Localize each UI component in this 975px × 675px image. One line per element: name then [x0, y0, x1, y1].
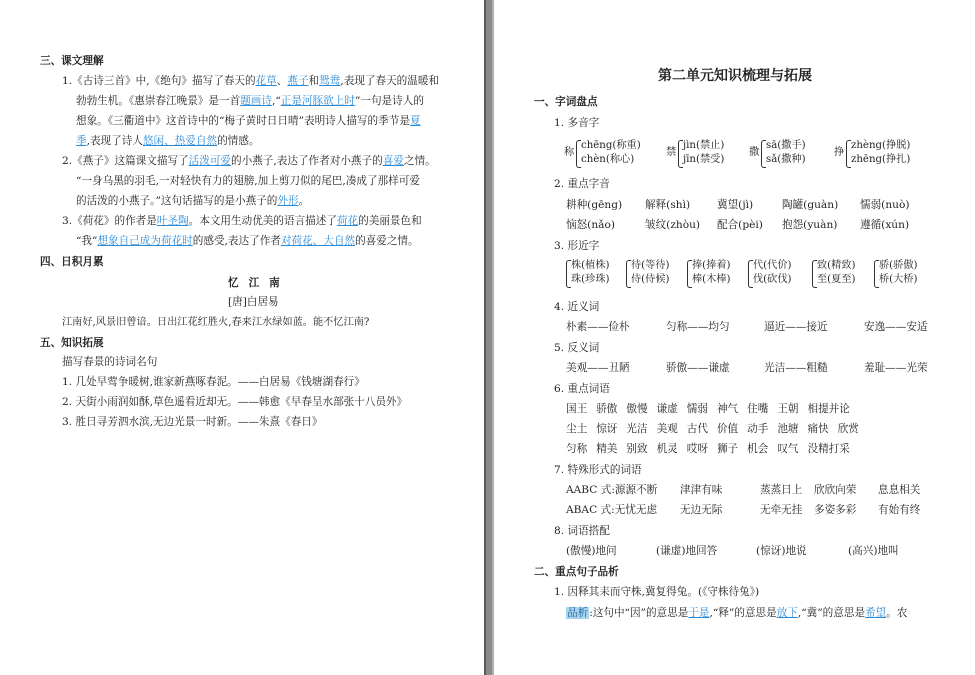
- line-text: :这句中“因”的意思是: [589, 607, 689, 619]
- pron-item: 耕种(gēng): [566, 199, 623, 211]
- section-2-heading: 二、重点句子品析: [534, 566, 619, 578]
- line-text: “一身乌黑的羽毛,一对轻快有力的翅膀,加上剪刀似的尾巴,凑成了那样可爱: [76, 175, 420, 187]
- synonym-pair: 安逸——安适: [864, 321, 928, 333]
- line-text: 1.《古诗三首》中,《绝句》描写了春天的: [62, 75, 256, 87]
- similar-char: 致(精致): [817, 260, 856, 271]
- polyphonic-reading: sǎ(撒种): [766, 154, 806, 165]
- polyphonic-reading: jìn(禁止): [683, 140, 725, 151]
- line-text: 、: [276, 75, 288, 87]
- answer-text: 喜爱: [382, 155, 404, 167]
- p2-line-2: [76, 174, 420, 188]
- collocation-heading: 8. 词语搭配: [554, 525, 610, 537]
- line-text: 。农: [886, 607, 908, 619]
- key-word: 狮子: [716, 443, 739, 455]
- aabc-item: 津津有味: [680, 484, 723, 496]
- section-1-heading: 一、字词盘点: [534, 96, 598, 108]
- aabc-item: 息息相关: [878, 484, 921, 496]
- line-text: 。: [298, 195, 310, 207]
- polyphonic-char: 禁: [666, 147, 677, 158]
- line-text: 的小燕子,表达了作者对小燕子的: [231, 155, 383, 167]
- answer-text: 燕子: [287, 75, 309, 87]
- key-word: 匀称: [566, 443, 588, 455]
- key-word: 王朝: [777, 403, 799, 415]
- key-word: 欣赏: [837, 423, 859, 435]
- special-words-heading: 7. 特殊形式的词语: [554, 464, 642, 476]
- pron-item: 皱纹(zhòu): [645, 219, 701, 231]
- antonym-pair: 羞耻——光荣: [864, 362, 928, 374]
- key-word: 精美: [596, 443, 618, 455]
- answer-text: 季: [76, 135, 87, 147]
- line-text: 3.《荷花》的作者是: [62, 215, 157, 227]
- answer-text: 夏: [409, 115, 421, 127]
- line-text: 勃勃生机。《惠崇春江晚景》是一首: [76, 95, 241, 107]
- section-5-heading: 五、知识拓展: [40, 337, 104, 349]
- collocation-item: (高兴)地叫: [848, 545, 899, 557]
- polyphonic-reading: zhēng(挣扎): [851, 154, 911, 165]
- answer-text: 鸳鸯: [319, 75, 341, 87]
- similar-chars-heading: 3. 形近字: [554, 240, 600, 252]
- key-word: 尘土: [566, 423, 588, 435]
- line-text: ,“释”的意思是: [709, 607, 777, 619]
- pron-item: 恼怒(nǎo): [566, 219, 615, 231]
- synonyms-heading: 4. 近义词: [554, 301, 600, 313]
- similar-char: 桥(大桥): [879, 274, 918, 285]
- answer-text: 外形: [277, 195, 299, 207]
- abac-item: ABAC 式:无忧无虑: [566, 504, 658, 516]
- pronunciation-heading: 2. 重点字音: [554, 178, 610, 190]
- answer-text: 活泼可爱: [188, 155, 232, 167]
- answer-text: 题画诗: [240, 95, 272, 107]
- analysis-label: 品析: [567, 607, 589, 619]
- line-text: ,“: [271, 95, 281, 107]
- synonym-pair: 逼近——接近: [764, 321, 828, 333]
- line-text: “我”: [76, 235, 98, 247]
- polyphonic-reading: jīn(禁受): [683, 154, 725, 165]
- abac-item: 无边无际: [680, 504, 723, 516]
- collocation-item: (谦虚)地回答: [656, 545, 718, 557]
- polyphonic-reading: chèn(称心): [581, 154, 635, 165]
- synonym-pair: 朴素——俭朴: [566, 321, 630, 333]
- similar-char: 伐(砍伐): [753, 274, 792, 285]
- antonym-pair: 骄傲——谦虚: [666, 362, 730, 374]
- key-word: 动手: [747, 423, 769, 435]
- similar-char: 株(植株): [571, 260, 610, 271]
- key-word: 傲慢: [626, 403, 648, 415]
- similar-char: 珠(珍珠): [571, 274, 610, 285]
- key-word: 住嘴: [747, 403, 769, 415]
- answer-text: 对荷花、大自然: [280, 235, 356, 247]
- sentence-1: 1. 因释其耒而守株,冀复得兔。(《守株待兔》): [554, 586, 760, 598]
- answer-text: 叶圣陶: [156, 215, 189, 227]
- key-words-row-1: [566, 402, 859, 416]
- unit-title: 第二单元知识梳理与拓展: [658, 68, 812, 84]
- extension-intro: 描写春景的诗词名句: [62, 356, 158, 368]
- line-text: 的喜爱之情。: [355, 235, 419, 247]
- answer-text: 正是河豚欲上时: [280, 95, 355, 107]
- line-text: 的美丽景色和: [358, 215, 422, 227]
- key-word: 价值: [716, 423, 739, 435]
- pron-item: 抱怨(yuàn): [782, 219, 838, 231]
- key-word: 相提并论: [807, 403, 850, 415]
- line-text: ,“冀”的意思是: [797, 607, 866, 619]
- antonyms-heading: 5. 反义词: [554, 342, 600, 354]
- collocation-item: (惊讶)地说: [756, 545, 807, 557]
- section-3-heading: 三、课文理解: [40, 55, 104, 67]
- aabc-item: 蒸蒸日上: [760, 484, 803, 496]
- section-4-heading: 四、日积月累: [40, 256, 104, 268]
- similar-char: 代(代价): [753, 260, 792, 271]
- key-word: 叹气: [777, 443, 799, 455]
- key-word: 哎呀: [686, 443, 708, 455]
- similar-char: 骄(骄傲): [879, 260, 918, 271]
- p1-line-3: [76, 114, 421, 128]
- answer-text: 花草: [255, 75, 277, 87]
- p2-line-1: [62, 154, 436, 168]
- pron-item: 遵循(xún): [860, 219, 910, 231]
- aabc-item: AABC 式:源源不断: [566, 484, 658, 496]
- key-word: 痛快: [807, 423, 829, 435]
- key-word: 国王: [566, 403, 588, 415]
- key-word: 机灵: [656, 443, 678, 455]
- page-gutter: [484, 0, 494, 675]
- key-word: 谦虚: [656, 403, 678, 415]
- key-word: 骄傲: [596, 403, 618, 415]
- key-word: 神气: [716, 403, 739, 415]
- right-page: [494, 0, 975, 675]
- antonym-pair: 光洁——粗糙: [764, 362, 828, 374]
- synonym-pair: 匀称——均匀: [666, 321, 730, 333]
- pron-item: 解释(shì): [645, 199, 691, 211]
- key-word: 光洁: [626, 423, 648, 435]
- abac-item: 多姿多彩: [814, 504, 857, 516]
- key-word: 古代: [686, 423, 708, 435]
- similar-char: 至(夏至): [817, 274, 856, 285]
- antonym-pair: 美观——丑陋: [566, 362, 630, 374]
- answer-text: 想象自己成为荷花时: [97, 235, 193, 247]
- pron-item: 冀望(jì): [717, 199, 754, 211]
- pron-item: 陶罐(guàn): [782, 199, 839, 211]
- key-word: 美观: [656, 423, 678, 435]
- poem-author: [唐]白居易: [228, 296, 279, 308]
- extension-item-2: 2. 天街小雨润如酥,草色遥看近却无。——韩愈《早春呈水部张十八员外》: [62, 396, 408, 408]
- line-text: 。本文用生动优美的语言描述了: [188, 215, 337, 227]
- key-word: 池塘: [777, 423, 799, 435]
- key-word: 惊讶: [596, 423, 618, 435]
- line-text: ,表现了诗人: [86, 135, 143, 147]
- left-page: [0, 0, 484, 675]
- p3-line-2: [76, 234, 419, 248]
- p1-line-4: [76, 134, 259, 148]
- key-words-heading: 6. 重点词语: [554, 383, 610, 395]
- line-text: 的情感。: [217, 135, 260, 147]
- polyphonic-heading: 1. 多音字: [554, 117, 600, 129]
- polyphonic-reading: zhèng(挣脱): [851, 140, 911, 151]
- extension-item-1: 1. 几处早莺争暖树,谁家新燕啄春泥。——白居易《钱塘湖春行》: [62, 376, 365, 388]
- line-text: ,表现了春天的温暖和: [340, 75, 440, 87]
- line-text: 之情。: [403, 155, 436, 167]
- key-word: 别致: [626, 443, 648, 455]
- abac-item: 有始有终: [878, 504, 921, 516]
- poem-text: 江南好,风景旧曾谙。日出江花红胜火,春来江水绿如蓝。能不忆江南?: [62, 317, 370, 328]
- answer-text: 荷花: [336, 215, 359, 227]
- p1-line-1: [62, 74, 439, 88]
- answer-text: 于是: [688, 607, 710, 619]
- p1-line-2: [76, 94, 424, 108]
- key-word: 懦弱: [686, 403, 708, 415]
- line-text: 2.《燕子》这篇课文描写了: [62, 155, 189, 167]
- polyphonic-reading: chēng(称重): [581, 140, 641, 151]
- pron-item: 配合(pèi): [717, 219, 763, 231]
- similar-char: 侍(侍候): [631, 274, 670, 285]
- extension-item-3: 3. 胜日寻芳泗水滨,无边光景一时新。——朱熹《春日》: [62, 416, 323, 428]
- line-text: 的活泼的小燕子。”这句话描写的是小燕子的: [76, 195, 278, 207]
- polyphonic-char: 撒: [749, 147, 760, 158]
- polyphonic-char: 称: [564, 147, 575, 158]
- polyphonic-reading: sā(撒手): [766, 140, 806, 151]
- similar-char: 棒(木棒): [692, 274, 731, 285]
- line-text: 的感受,表达了作者: [192, 235, 281, 247]
- key-words-row-3: [566, 442, 859, 456]
- polyphonic-char: 挣: [834, 147, 845, 158]
- p2-line-3: [76, 194, 309, 208]
- analysis-text: [589, 607, 907, 619]
- key-words-row-2: [566, 422, 868, 436]
- key-word: 机会: [747, 443, 769, 455]
- similar-char: 待(等待): [631, 260, 670, 271]
- key-word: 没精打采: [807, 443, 850, 455]
- line-text: 想象。《三衢道中》这首诗中的“梅子黄时日日晴”表明诗人描写的季节是: [76, 115, 410, 127]
- pron-item: 懦弱(nuò): [860, 199, 910, 211]
- answer-text: 悠闲、热爱自然: [142, 135, 218, 147]
- p3-line-1: [62, 214, 422, 228]
- abac-item: 无牵无挂: [760, 504, 803, 516]
- answer-text: 希望: [865, 607, 887, 619]
- line-text: ”一句是诗人的: [354, 95, 424, 107]
- aabc-item: 欣欣向荣: [814, 484, 857, 496]
- analysis-line: [566, 606, 907, 620]
- collocation-item: (傲慢)地问: [566, 545, 617, 557]
- line-text: 和: [308, 75, 320, 87]
- similar-char: 捧(捧着): [692, 260, 731, 271]
- poem-title: 忆江南: [228, 277, 290, 289]
- answer-text: 放下: [776, 607, 798, 619]
